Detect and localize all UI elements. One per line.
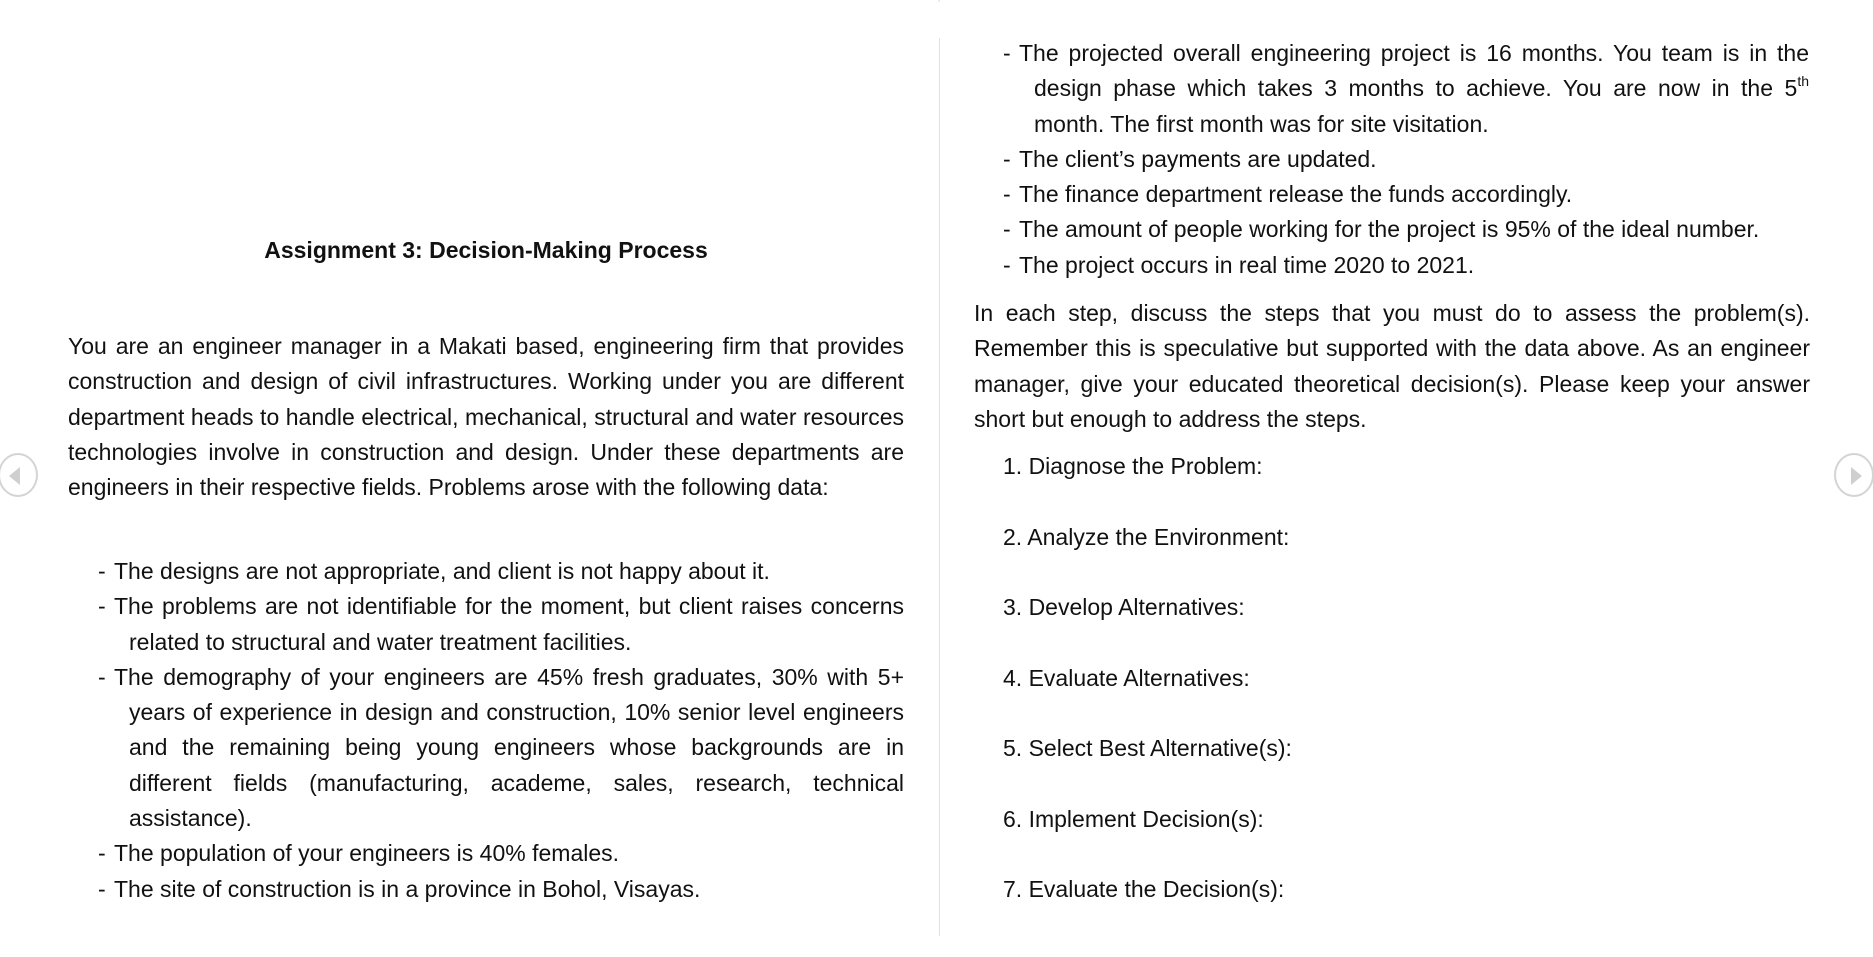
list-item — [1003, 212, 1809, 247]
list-item — [98, 589, 904, 660]
step-evaluate-decision: 7. Evaluate the Decision(s): — [1003, 876, 1285, 902]
assignment-title: Assignment 3: Decision-Making Process — [264, 237, 708, 263]
step-evaluate-alternatives: 4. Evaluate Alternatives: — [1003, 664, 1250, 691]
data-list-left — [98, 554, 904, 907]
bullet-dash: - — [98, 663, 106, 690]
list-item — [1003, 142, 1809, 177]
list-item-text: The problems are not identifiable for the moment, but client raises concerns related to structural and water treatment facilities. — [114, 593, 904, 655]
intro-paragraph: You are an engineer manager in a Makati based, engineering firm that provides construction and design of civil infrastructures. Working under you are different department heads to handle electrical, mechanical, structural and water resources technologies involve in construction and design. Under these departments are engineers in their respective fields. Problems arose with the following data: — [68, 333, 904, 501]
list-item-text: The designs are not appropriate, and client is not happy about it. — [114, 558, 770, 584]
bullet-dash: - — [1003, 216, 1011, 243]
bullet-dash: - — [1003, 145, 1011, 172]
bullet-dash: - — [1003, 181, 1011, 208]
step-diagnose: 1. Diagnose the Problem: — [1003, 453, 1263, 479]
list-item — [98, 554, 904, 589]
step-analyze: 2. Analyze the Environment: — [1003, 523, 1290, 550]
step-select: 5. Select Best Alternative(s): — [1003, 735, 1292, 761]
data-list-right — [1003, 36, 1809, 283]
list-item-text: The finance department release the funds accordingly. — [1019, 181, 1573, 208]
list-item-text: The amount of people working for the project is 95% of the ideal number. — [1019, 216, 1760, 243]
ordinal-suffix: th — [1797, 73, 1809, 90]
bullet-dash: - — [98, 593, 106, 620]
list-item — [1003, 177, 1809, 212]
list-item-text: The demography of your engineers are 45% fresh graduates, 30% with 5+ years of experience in design and construction, 10% senior level engineers and the remaining being young engineers whose backgrounds are in different fields (manufacturing, academe, sales, research, technical assistance). — [114, 663, 904, 832]
bullet-dash: - — [98, 875, 106, 902]
list-item-text: month. The first month was for site visitation. — [1034, 110, 1489, 137]
next-page-button[interactable] — [1834, 453, 1873, 497]
list-item — [1003, 36, 1809, 142]
step-develop: 3. Develop Alternatives: — [1003, 594, 1245, 620]
list-item-text: The site of construction is in a province in Bohol, Visayas. — [114, 875, 701, 902]
steps-list — [1003, 449, 1292, 943]
list-item — [1003, 248, 1809, 283]
bullet-dash: - — [98, 840, 106, 867]
list-item-text: The client’s payments are updated. — [1019, 145, 1377, 172]
chevron-left-icon — [9, 467, 20, 485]
list-item-text: The projected overall engineering project is 16 months. You team is in the design phase which takes 3 months to achieve. You are now in the 5 — [1019, 40, 1809, 102]
bullet-dash: - — [1003, 251, 1011, 278]
step-implement: 6. Implement Decision(s): — [1003, 805, 1264, 832]
list-item — [98, 660, 904, 836]
instruction-paragraph: In each step, discuss the steps that you must do to assess the problem(s). Remember this is speculative but supported with the data above. As an engineer manager, give your educated theoretical decision(s). Please keep your answer short but enough to address the steps. — [974, 300, 1810, 432]
list-item-text: The project occurs in real time 2020 to 2021. — [1019, 251, 1475, 278]
list-item — [98, 872, 904, 907]
bullet-dash: - — [98, 558, 106, 584]
list-item — [98, 836, 904, 871]
list-item-text: The population of your engineers is 40% females. — [114, 840, 620, 867]
bullet-dash: - — [1003, 40, 1011, 66]
chevron-right-icon — [1851, 467, 1862, 485]
